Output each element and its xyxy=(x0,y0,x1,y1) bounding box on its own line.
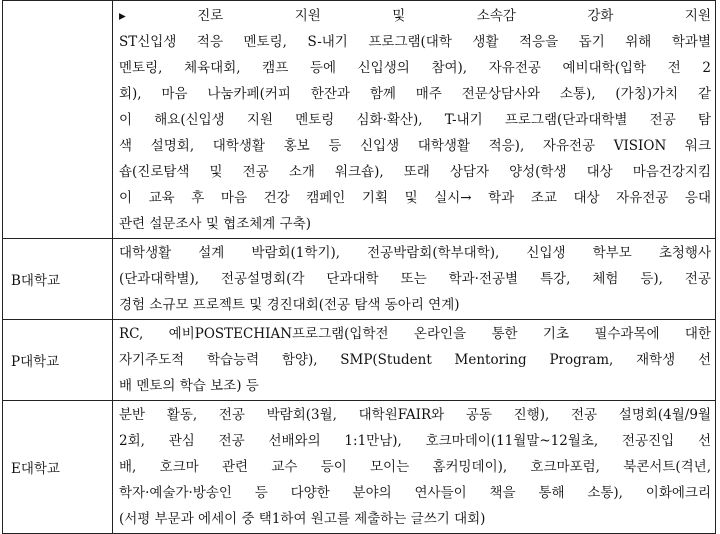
text-line: 학자·예술가·방송인 등 다양한 분야의 연사들이 책을 통해 소통), 이화에크리 xyxy=(119,485,711,501)
text-line: 관련 설문조사 및 협조체계 구축) xyxy=(119,216,311,232)
text-line: 경험 소규모 프로젝트 및 경진대회(전공 탐색 동아리 연계) xyxy=(119,297,460,313)
text-line: 이 교육 후 마음 건강 캠페인 기획 및 실시→ 학과 조교 대상 자유전공 응대 xyxy=(119,190,711,206)
text-line: ▸ 진로 지원 및 소속감 강화 지원 xyxy=(119,8,711,24)
text-line: 대학생활 설계 박람회(1학기), 전공박람회(학부대학), 신입생 학부모 초청행사 xyxy=(119,245,711,261)
university-label: P대학교 xyxy=(3,320,113,401)
text-line: 2회, 관심 전공 선배와의 1:1만남), 호크마데이(11월말~12월초, 전공진입 선 xyxy=(119,433,711,449)
program-table xyxy=(2,0,716,534)
text-line: 회), 마음 나눔카페(커피 한잔과 함께 매주 전문상담사와 소통), (가칭)가치 같 xyxy=(119,86,711,102)
text-line: 이 해요(신입생 지원 멘토링 심화·확산), T-내기 프로그램(단과대학별 전공 탐 xyxy=(119,112,711,128)
program-description xyxy=(113,401,716,534)
text-line: 배 멘토의 학습 보조) 등 xyxy=(119,378,259,394)
table-row xyxy=(3,401,716,534)
text-line: 숍(진로탐색 및 전공 소개 워크숍), 또래 상담자 양성(학생 대상 마음건강지킴 xyxy=(119,164,711,180)
program-description xyxy=(113,239,716,320)
university-label: E대학교 xyxy=(3,401,113,534)
text-line: (단과대학별), 전공설명회(각 단과대학 또는 학과·전공별 특강, 체험 등), 전공 xyxy=(119,271,711,287)
text-line: ST신입생 적응 멘토링, S-내기 프로그램(대학 생활 적응을 돕기 위해 학과별 xyxy=(119,34,711,50)
text-line: 배, 호크마 관련 교수 등이 모이는 홈커밍데이), 호크마포럼, 북콘서트(격년, xyxy=(119,459,711,475)
text-line: 자기주도적 학습능력 함양), SMP(Student Mentoring Program, 재학생 선 xyxy=(119,352,711,368)
text-line: (서평 부문과 에세이 중 택1하여 원고를 제출하는 글쓰기 대회) xyxy=(119,511,486,527)
university-label: B대학교 xyxy=(3,239,113,320)
text-line: 분반 활동, 전공 박람회(3월, 대학원FAIR와 공동 진행), 전공 설명회(4월/9월 xyxy=(119,407,711,423)
text-line: RC, 예비POSTECHIAN프로그램(입학전 온라인을 통한 기초 필수과목에 대한 xyxy=(119,326,711,342)
text-line: 색 설명회, 대학생활 홍보 등 신입생 대학생활 적응), 자유전공 VISION 워크 xyxy=(119,138,711,154)
table-row xyxy=(3,320,716,401)
program-description xyxy=(113,1,716,239)
table-row xyxy=(3,239,716,320)
text-line: 멘토링, 체육대회, 캠프 등에 신입생의 참여), 자유전공 예비대학(입학 전 2 xyxy=(119,60,711,76)
table-row xyxy=(3,1,716,239)
university-label xyxy=(3,1,113,239)
program-description xyxy=(113,320,716,401)
